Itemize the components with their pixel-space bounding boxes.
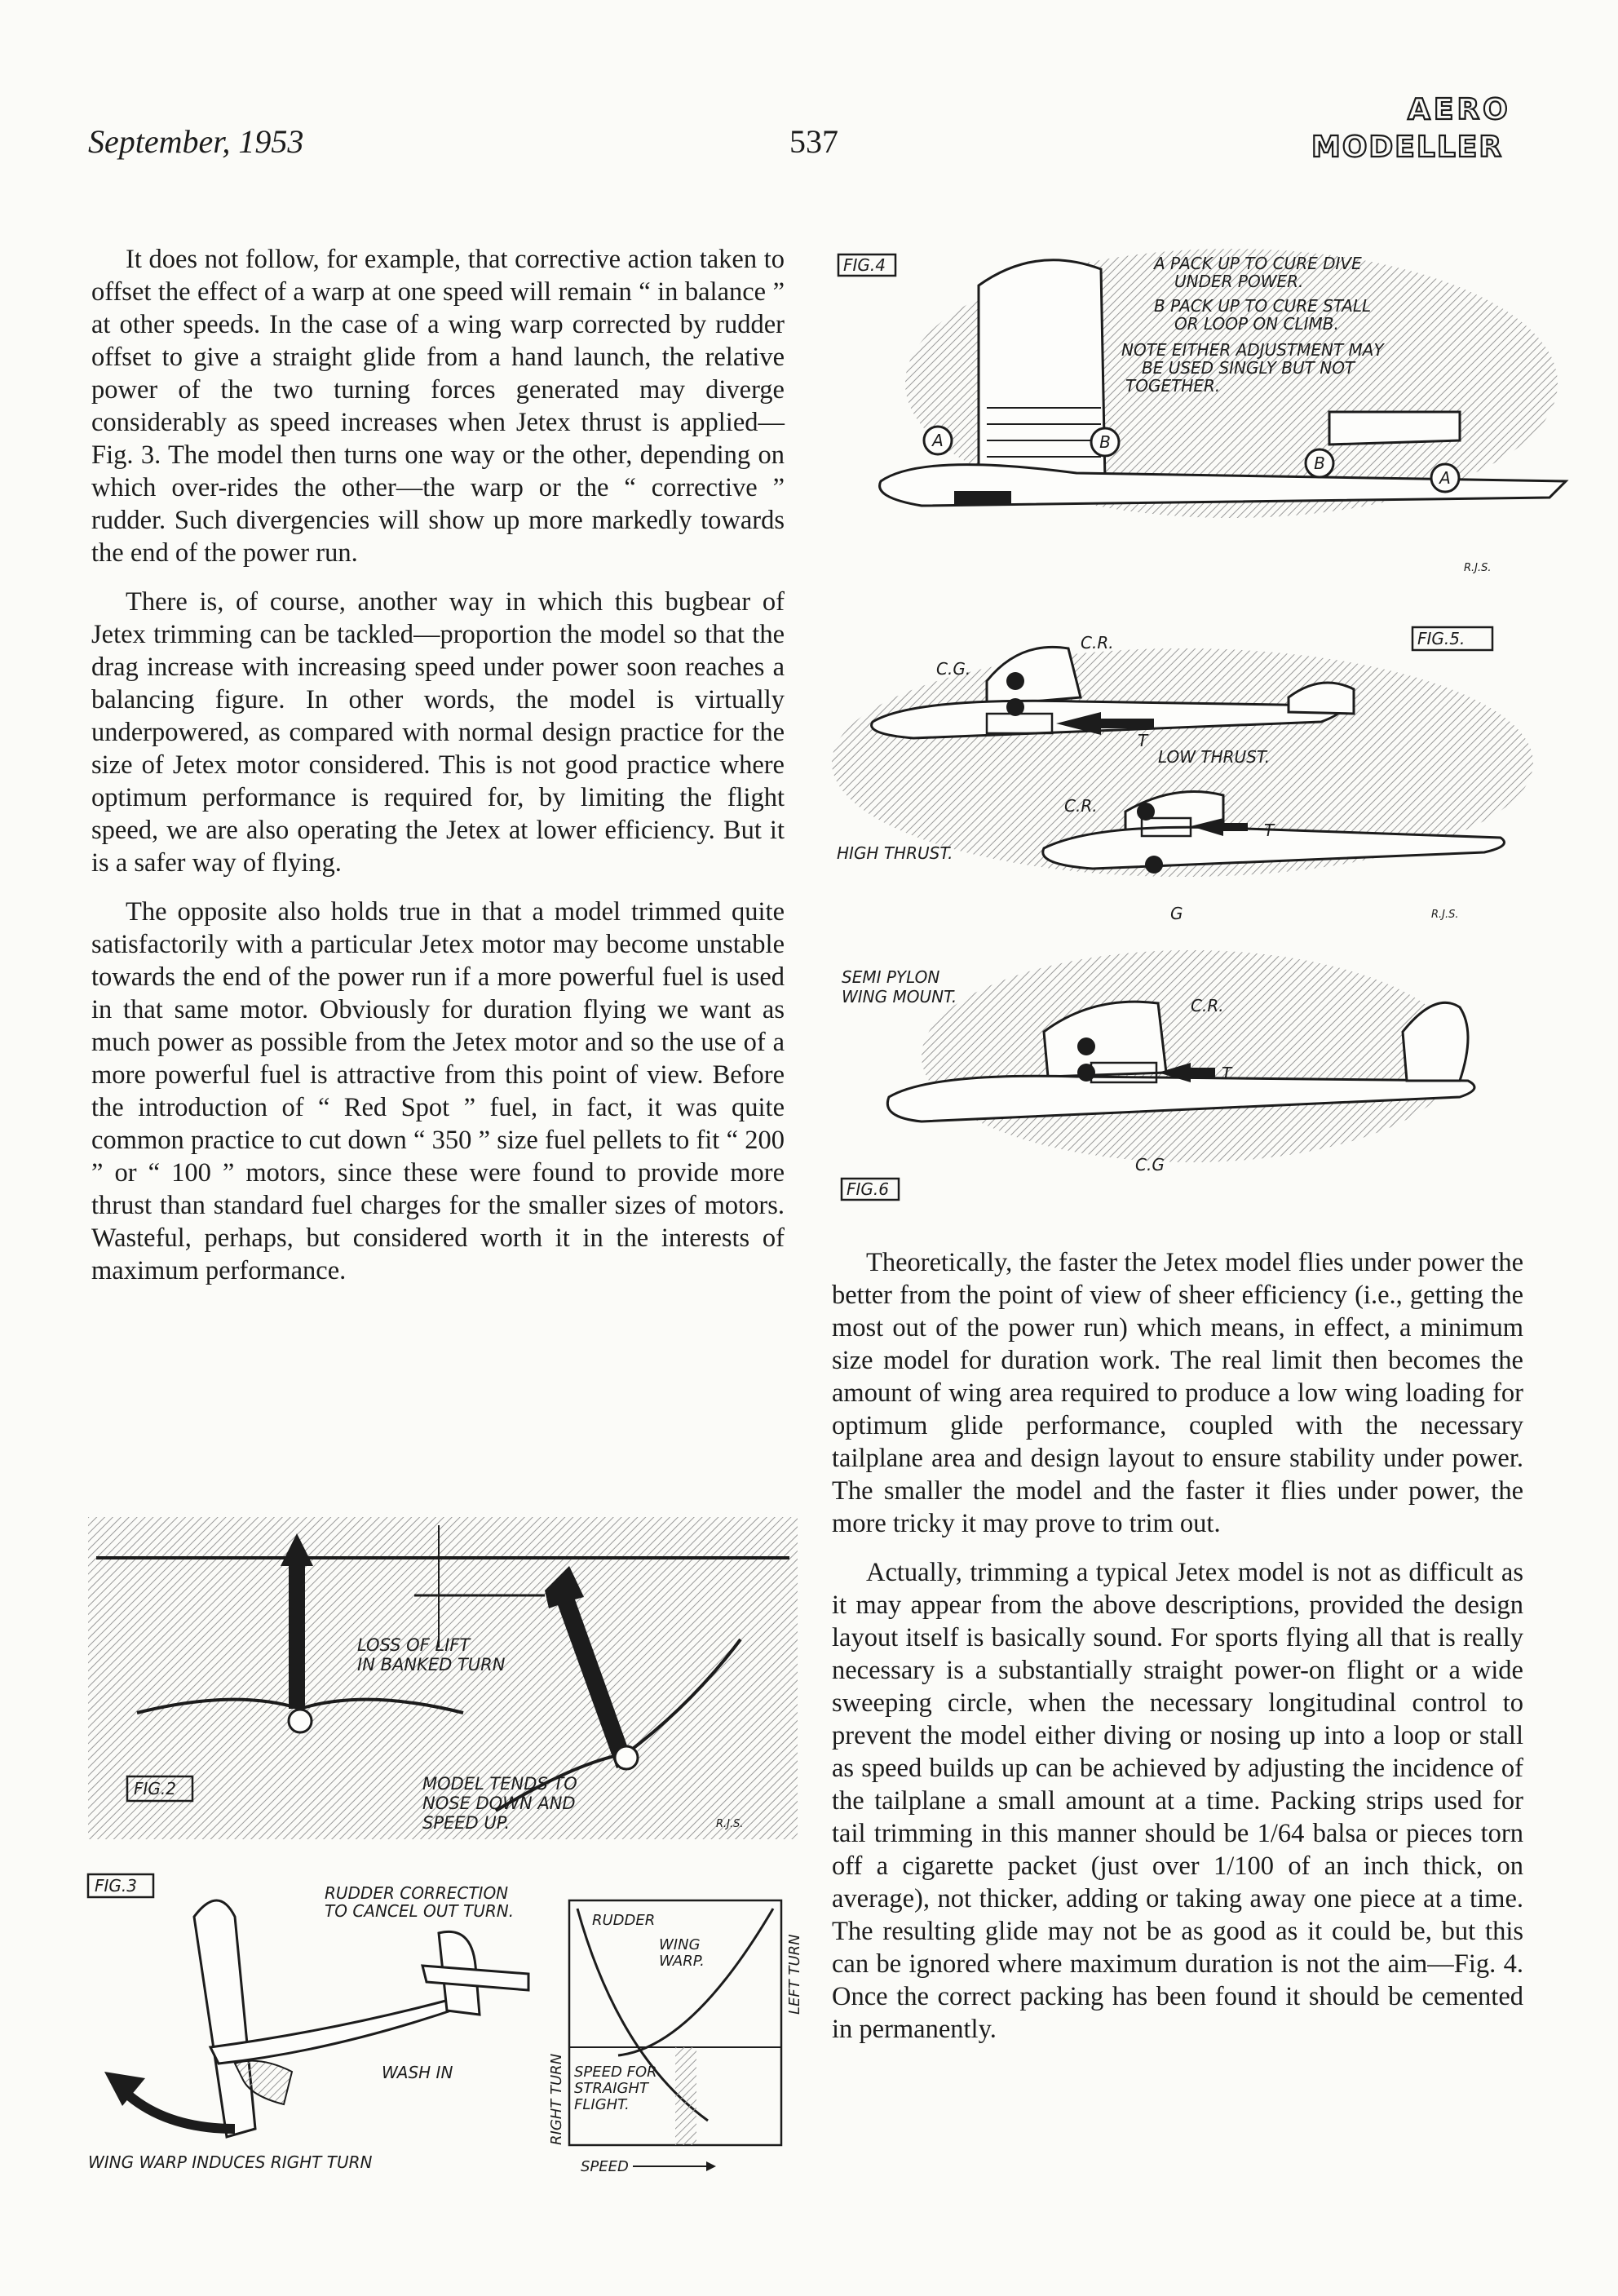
fig4-fin bbox=[979, 260, 1105, 489]
fig2-loss-label-2: IN BANKED TURN bbox=[357, 1655, 506, 1674]
left-paragraph-1: It does not follow, for example, that corrective action taken to offset the effect of a warp at one speed will remain “ in balance ” at other speeds. In the case of a wing warp corrected by rudder offset to give a straight glide from a hand launch, the relative power of the two turning forces generated may diverge considerably as speed increases when Jetex thrust is applied—Fig. 3. The model then turns one way or the other, depending on which over-rides the other—the warp or the “ corrective ” rudder. Such divergencies will show up more markedly towards the end of the power run. bbox=[91, 245, 785, 568]
fig2-level-fuselage bbox=[289, 1710, 312, 1732]
fig4-note-b-2: OR LOOP ON CLIMB. bbox=[1174, 314, 1339, 334]
figure-6 bbox=[832, 958, 1541, 1203]
fig4-marker-a-rear-label: A bbox=[1439, 468, 1451, 488]
fig4-note-a-1: A PACK UP TO CURE DIVE bbox=[1154, 254, 1362, 273]
fig5-high-t: T bbox=[1264, 821, 1275, 840]
fig2-loss-label-1: LOSS OF LIFT bbox=[357, 1635, 471, 1655]
fig3-graph-speed-axis: SPEED bbox=[581, 2158, 629, 2175]
fig4-note-c-3: TOGETHER. bbox=[1125, 376, 1221, 396]
fig3-graph-speed-for-3: FLIGHT. bbox=[574, 2096, 630, 2113]
fig6-cg: C.G bbox=[1135, 1155, 1165, 1175]
fig4-marker-b-label: B bbox=[1099, 432, 1111, 452]
fig5-low-cr: C.R. bbox=[1081, 633, 1114, 653]
figure-5 bbox=[832, 616, 1541, 934]
fig5-low-cg-marker bbox=[1006, 672, 1024, 690]
left-text-column bbox=[91, 243, 785, 1303]
fig6-title-1: SEMI PYLON bbox=[842, 967, 940, 987]
fig6-shading bbox=[922, 950, 1460, 1162]
fig4-note-c-2: BE USED SINGLY BUT NOT bbox=[1142, 358, 1355, 378]
fig3-fuselage bbox=[210, 1998, 463, 2064]
fig2-nose-label-1: MODEL TENDS TO bbox=[422, 1774, 577, 1794]
logo-line2: MODELLER bbox=[1311, 131, 1504, 164]
fig6-cg-marker bbox=[1077, 1064, 1095, 1082]
fig5-initials: R.J.S. bbox=[1431, 909, 1459, 921]
fig5-high-cg-marker bbox=[1145, 856, 1163, 874]
left-paragraph-3: The opposite also holds true in that a model trimmed quite satisfactorily with a particular Jetex motor may become unstable towards the end of the power run if a more powerful fuel is used in that same motor. Obviously for duration flying we want as much power as possible from the Jetex motor and so the use of a more powerful fuel is attractive from this point of view. Before the introduction of “ Red Spot ” fuel, in fact, it was quite common practice to cut down “ 350 ” size fuel pellets to fit “ 200 ” or “ 100 ” motors, since these were found to provide more thrust than standard fuel charges for the smaller sizes of motors. Wasteful, perhaps, but considered worth it in the interests of maximum performance. bbox=[91, 897, 785, 1285]
fig5-low-t: T bbox=[1138, 731, 1148, 750]
fig2-nose-label-2: NOSE DOWN AND bbox=[422, 1794, 576, 1813]
fig3-rudder-correction-1: RUDDER CORRECTION bbox=[325, 1883, 509, 1903]
fig3-rudder-correction-2: TO CANCEL OUT TURN. bbox=[325, 1901, 515, 1921]
fig6-cr-marker bbox=[1077, 1037, 1095, 1055]
fig4-jetex-motor bbox=[954, 491, 1011, 506]
fig4-marker-a-label: A bbox=[932, 431, 944, 450]
fig5-low-fin bbox=[987, 647, 1081, 706]
figure-3 bbox=[88, 1868, 803, 2175]
fig3-tailplane bbox=[422, 1966, 528, 1990]
right-text-column bbox=[832, 1246, 1523, 2062]
fig6-title-2: WING MOUNT. bbox=[842, 987, 957, 1006]
fig3-graph-right-turn: RIGHT TURN bbox=[548, 2053, 565, 2145]
right-paragraph-2: Actually, trimming a typical Jetex model is not as difficult as it may appear from the above descriptions, provided the design layout itself is basically sound. For sports flying all that is really necessary is a substantially straight power-on flight or a wide sweeping circle, when the necessary longitudinal control to prevent the model either diving or nosing up into a loop or stall as speed builds up can be achieved by adjusting the incidence of the tailplane a small amount at a time. Packing strips used for tail trimming in this manner should be 1/64 balsa or pieces torn off a cigarette packet (just over 1/100 of an inch thick, on average), not thicker, adding or taking away one piece at a time. The resulting glide may not be as good as it could be, but this can be ignored where maximum duration is not the aim—Fig. 4. Once the correct packing has been found it should be cemented in permanently. bbox=[832, 1558, 1523, 2044]
fig3-graph-speed-for-1: SPEED FOR bbox=[574, 2064, 657, 2081]
fig3-graph-speed-for-2: STRAIGHT bbox=[574, 2080, 649, 2097]
figure-4 bbox=[832, 237, 1541, 595]
fig3-tag: FIG.3 bbox=[95, 1876, 137, 1896]
fig3-graph-speed-zone bbox=[675, 2047, 696, 2145]
fig3-graph-left-turn: LEFT TURN bbox=[786, 1934, 803, 2015]
fig4-marker-b-rear-label: B bbox=[1314, 453, 1325, 473]
fig5-high-g: G bbox=[1170, 904, 1183, 923]
page-date: September, 1953 bbox=[88, 123, 304, 160]
fig4-note-c-1: NOTE EITHER ADJUSTMENT MAY bbox=[1121, 340, 1384, 360]
fig5-low-cg: C.G. bbox=[936, 659, 971, 679]
fig3-wash-in: WASH IN bbox=[382, 2063, 453, 2082]
fig6-t: T bbox=[1222, 1064, 1232, 1083]
fig6-tag: FIG.6 bbox=[847, 1179, 889, 1199]
fig3-graph-warp-curve bbox=[618, 1909, 773, 2055]
fig4-initials: R.J.S. bbox=[1464, 562, 1492, 574]
left-paragraph-2: There is, of course, another way in which this bugbear of Jetex trimming can be tackled—proportion the model so that the drag increase with increasing speed under power soon reaches a balancing figure. In other words, the model is virtually underpowered, as compared with normal design practice for the size of Jetex motor considered. This is not good practice where optimum performance is required for, by limiting the flight speed, we are also operating the Jetex at lower efficiency. But it is a safer way of flying. bbox=[91, 587, 785, 878]
fig6-cr: C.R. bbox=[1191, 996, 1224, 1015]
figure-2 bbox=[88, 1517, 798, 1839]
fig5-high-cr: C.R. bbox=[1064, 796, 1098, 816]
right-paragraph-1: Theoretically, the faster the Jetex model flies under power the better from the point of view of sheer efficiency (i.e., getting the most out of the power run) which means, in effect, a minimum size model for duration work. The real limit then becomes the amount of wing area required to produce a low wing loading for optimum glide performance, coupled with the necessary tailplane area and design layout to ensure stability under power. The smaller the model and the faster it flies under power, the more tricky it may prove to trim out. bbox=[832, 1248, 1523, 1538]
fig2-banked-fuselage bbox=[615, 1746, 638, 1769]
fig3-left-wing bbox=[194, 1900, 255, 2137]
fig4-note-b-1: B PACK UP TO CURE STALL bbox=[1154, 296, 1372, 316]
fig5-low-thrust-label: LOW THRUST. bbox=[1158, 747, 1271, 767]
fig2-initials: R.J.S. bbox=[716, 1818, 744, 1830]
page-number: 537 bbox=[789, 123, 838, 160]
fig5-high-thrust-label: HIGH THRUST. bbox=[837, 843, 953, 863]
fig3-graph-warp: WARP. bbox=[659, 1953, 705, 1970]
fig2-nose-label-3: SPEED UP. bbox=[422, 1813, 511, 1833]
fig3-turn-arrow bbox=[121, 2088, 235, 2129]
fig2-tag: FIG.2 bbox=[134, 1779, 176, 1798]
aeromodeller-logo bbox=[1308, 88, 1533, 163]
fig4-note-a-2: UNDER POWER. bbox=[1174, 272, 1304, 291]
fig3-graph-wing: WING bbox=[659, 1936, 701, 1953]
fig3-graph-rudder: RUDDER bbox=[592, 1912, 656, 1929]
fig5-tag: FIG.5. bbox=[1417, 629, 1465, 648]
fig3-graph-speed-arrowhead bbox=[706, 2161, 716, 2171]
fig4-tailplane bbox=[1329, 412, 1460, 445]
fig4-tag: FIG.4 bbox=[843, 255, 886, 275]
fig3-wing-warp-caption: WING WARP INDUCES RIGHT TURN bbox=[88, 2152, 373, 2172]
logo-line1: AERO bbox=[1408, 93, 1511, 126]
